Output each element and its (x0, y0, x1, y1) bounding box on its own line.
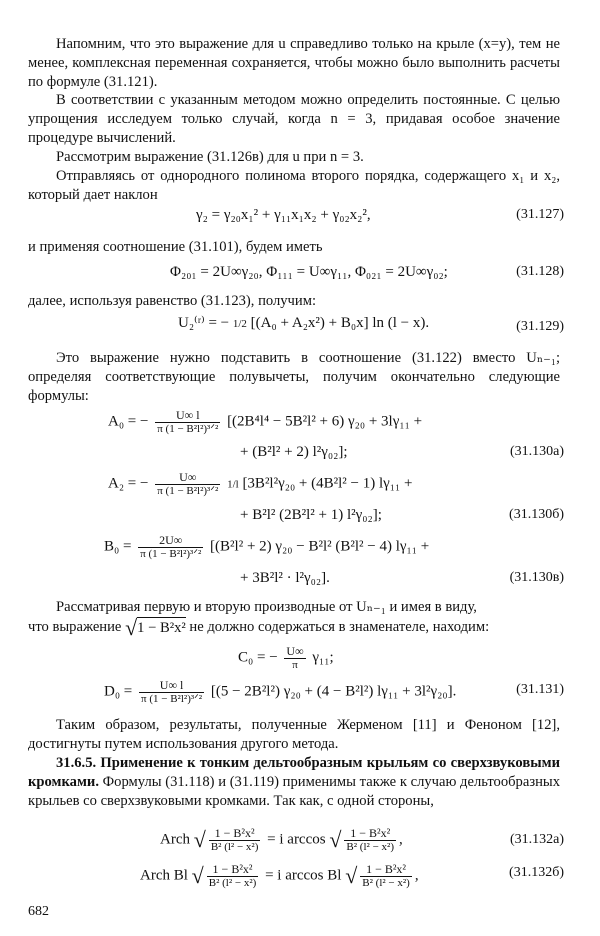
eq132b-num-2: 1 − B²x² (360, 862, 412, 877)
equation-31-132b: Arch Bl √ $\frac{\text{1 − B²x²}}{\text{B² (l² − x²)}}$ = i arccos Bl √ $\frac{\text{1 − B²x²}}{\text{B² (l² − x²)}}$ , (140, 862, 419, 889)
eq132a-den-2: B² (l² − x²) (346, 841, 394, 853)
eq129-half: 1/2 (232, 318, 247, 330)
eq131-denominator: π (1 − B²l²)³ᐟ² (141, 693, 203, 705)
eq130b-lhs: A₂ = − (108, 475, 149, 492)
equation-31-131 (104, 678, 456, 706)
equation-number-31-131: (31.131) (516, 682, 564, 697)
eq132b-den-1: B² (l² − x²) (208, 877, 257, 889)
sqrt-sign-icon: √ (193, 827, 206, 852)
eq130c-numerator: 2U∞ (138, 533, 203, 548)
eq132b-left: Arch Bl (140, 867, 188, 884)
eq129-lhs: U₂⁽ʳ⁾ = − (178, 315, 230, 331)
equation-c0 (238, 644, 334, 672)
sqrt-sign-icon: √ (329, 827, 342, 852)
c0-rhs: γ₁₁; (312, 649, 334, 666)
equation-31-130a-line1 (108, 408, 422, 436)
eq130b-denominator: π (1 − B²l²)³ᐟ² (157, 485, 219, 497)
eq132a-left: Arch (160, 831, 190, 848)
eq130b-l-fraction: 1/l (227, 478, 239, 491)
equation-number-31-129: (31.129) (516, 319, 564, 334)
page-number: 682 (28, 904, 49, 919)
equation-31-128: Φ₂₀₁ = 2U∞γ₂₀, Φ₁₁₁ = U∞γ₁₁, Φ₀₂₁ = 2U∞γ₀₂; (170, 264, 448, 280)
eq132b-num-1: 1 − B²x² (207, 862, 259, 877)
equation-31-130c-line2: + 3B²l² · l²γ₀₂]. (240, 570, 330, 586)
paragraph-5: и применяя соотношение (31.101), будем иметь (28, 239, 323, 255)
equation-31-127: γ₂ = γ₂₀x₁² + γ₁₁x₁x₂ + γ₀₂x₂², (196, 207, 371, 223)
eq132a-sqrt-fraction-1 (209, 826, 261, 854)
eq130a-fraction (155, 408, 220, 436)
eq130b-fraction (155, 470, 220, 498)
sqrt-sign-icon: √ (345, 863, 358, 888)
paragraph-10 (28, 754, 560, 811)
c0-lhs: C₀ = − (238, 649, 278, 666)
eq131-lhs: D₀ = (104, 683, 133, 700)
eq132a-sqrt-fraction-2 (344, 826, 396, 854)
paragraph-10-body: Формулы (31.118) и (31.119) применимы также к случаю дельтообразных крыльев со сверхзвуковыми кромками. Так как, с одной стороны, (28, 774, 560, 809)
paragraph-1: Напомним, что это выражение для u справедливо только на крыле (x=y), тем не менее, комплексная переменная сохраняется, чтобы можно было выполнить расчеты по формуле (31.121). (28, 36, 560, 90)
equation-31-130c-line1 (104, 533, 429, 561)
equation-31-130b-line2: + B²l² (2B²l² + 1) l²γ₀₂]; (240, 507, 382, 523)
eq129-rhs: [(A₀ + A₂x²) + B₀x] ln (l − x). (250, 315, 430, 331)
eq130a-row1: [(2B⁴l⁴ − 5B²l² + 6) γ₂₀ + 3lγ₁₁ + (227, 413, 423, 430)
eq132b-middle: = i arccos Bl (265, 867, 342, 884)
eq130c-denominator: π (1 − B²l²)³ᐟ² (140, 548, 202, 560)
eq130c-row1: [(B²l² + 2) γ₂₀ − B²l² (B²l² − 4) lγ₁₁ + (210, 538, 430, 555)
equation-number-31-128: (31.128) (516, 264, 564, 279)
sqrt-sign-icon: √ (125, 615, 138, 640)
eq130c-fraction (138, 533, 203, 561)
paragraph-4: Отправляясь от однородного полинома второго порядка, содержащего x₁ и x₂, который дает наклон (28, 168, 560, 203)
eq132a-middle: = i arccos (267, 831, 326, 848)
equation-number-31-132b: (31.132б) (509, 865, 564, 880)
paragraph-3: Рассмотрим выражение (31.126в) для u при n = 3. (56, 149, 364, 165)
eq132a-num-1: 1 − B²x² (209, 826, 261, 841)
eq130b-numerator: U∞ (155, 470, 220, 485)
eq132a-num-2: 1 − B²x² (344, 826, 396, 841)
eq131-fraction (139, 678, 204, 706)
sqrt-sign-icon: √ (191, 863, 204, 888)
eq131-rhs: [(5 − 2B²l²) γ₂₀ + (4 − B²l²) lγ₁₁ + 3l²γ₂₀]. (210, 683, 457, 700)
paragraph-8b-line (28, 617, 560, 638)
eq130b-row1: [3B²l²γ₂₀ + (4B²l² − 1) lγ₁₁ + (242, 475, 413, 492)
eq132b-sqrt-fraction-2 (360, 862, 412, 890)
eq130c-lhs: B₀ = (104, 538, 132, 555)
sqrt-expression: 1 − B²x² (137, 617, 186, 638)
equation-31-132a: Arch √ $\frac{\text{1 − B²x²}}{\text{B² (l² − x²)}}$ = i arccos √ $\frac{\text{1 − B²x²}}{\text{B² (l² − x²)}}$ , (160, 826, 403, 853)
equation-number-31-130c: (31.130в) (509, 570, 564, 585)
c0-denominator: π (292, 659, 298, 671)
eq132b-den-2: B² (l² − x²) (362, 877, 410, 889)
paragraph-9: Таким образом, результаты, полученные Жерменом [11] и Феноном [12], достигнуты путем использования другого метода. (28, 717, 560, 752)
paragraph-8a: Рассматривая первую и вторую производные от Uₙ₋₁ и имея в виду, (56, 599, 477, 615)
eq130a-lhs: A₀ = − (108, 413, 149, 430)
equation-number-31-130a: (31.130а) (509, 444, 564, 459)
paragraph-8b: что выражение (28, 618, 122, 635)
equation-number-31-132a: (31.132а) (509, 832, 564, 847)
section-heading-31-6-5: 31.6.5. Применение к тонким дельтообразным крыльям со сверхзвуковыми кромками. (28, 755, 560, 790)
equation-31-130a-line2: + (B²l² + 2) l²γ₀₂]; (240, 444, 348, 460)
eq131-numerator: U∞ l (139, 678, 204, 693)
paragraph-7: Это выражение нужно подставить в соотношение (31.122) вместо Uₙ₋₁; определяя соответствующие полувычеты, получим окончательно следующие формулы: (28, 350, 560, 404)
equation-number-31-130b: (31.130б) (509, 507, 564, 522)
c0-numerator: U∞ (286, 644, 304, 658)
equation-number-31-127: (31.127) (516, 207, 564, 222)
equation-31-130b-line1 (108, 470, 412, 498)
eq130a-denominator: π (1 − B²l²)³ᐟ² (157, 423, 219, 435)
eq132b-sqrt-fraction-1 (207, 862, 259, 890)
paragraph-6: далее, используя равенство (31.123), получим: (28, 293, 316, 309)
paragraph-8c: не должно содержаться в знаменателе, находим: (189, 618, 490, 635)
eq130a-numerator: U∞ l (155, 408, 220, 423)
equation-31-129 (178, 313, 429, 334)
eq132a-den-1: B² (l² − x²) (210, 841, 259, 853)
c0-fraction (284, 644, 305, 672)
paragraph-2: В соответствии с указанным методом можно определить постоянные. С целью упрощения исследуем только случай, когда n = 3, придавая особое значение процедуре вычислений. (28, 92, 560, 146)
